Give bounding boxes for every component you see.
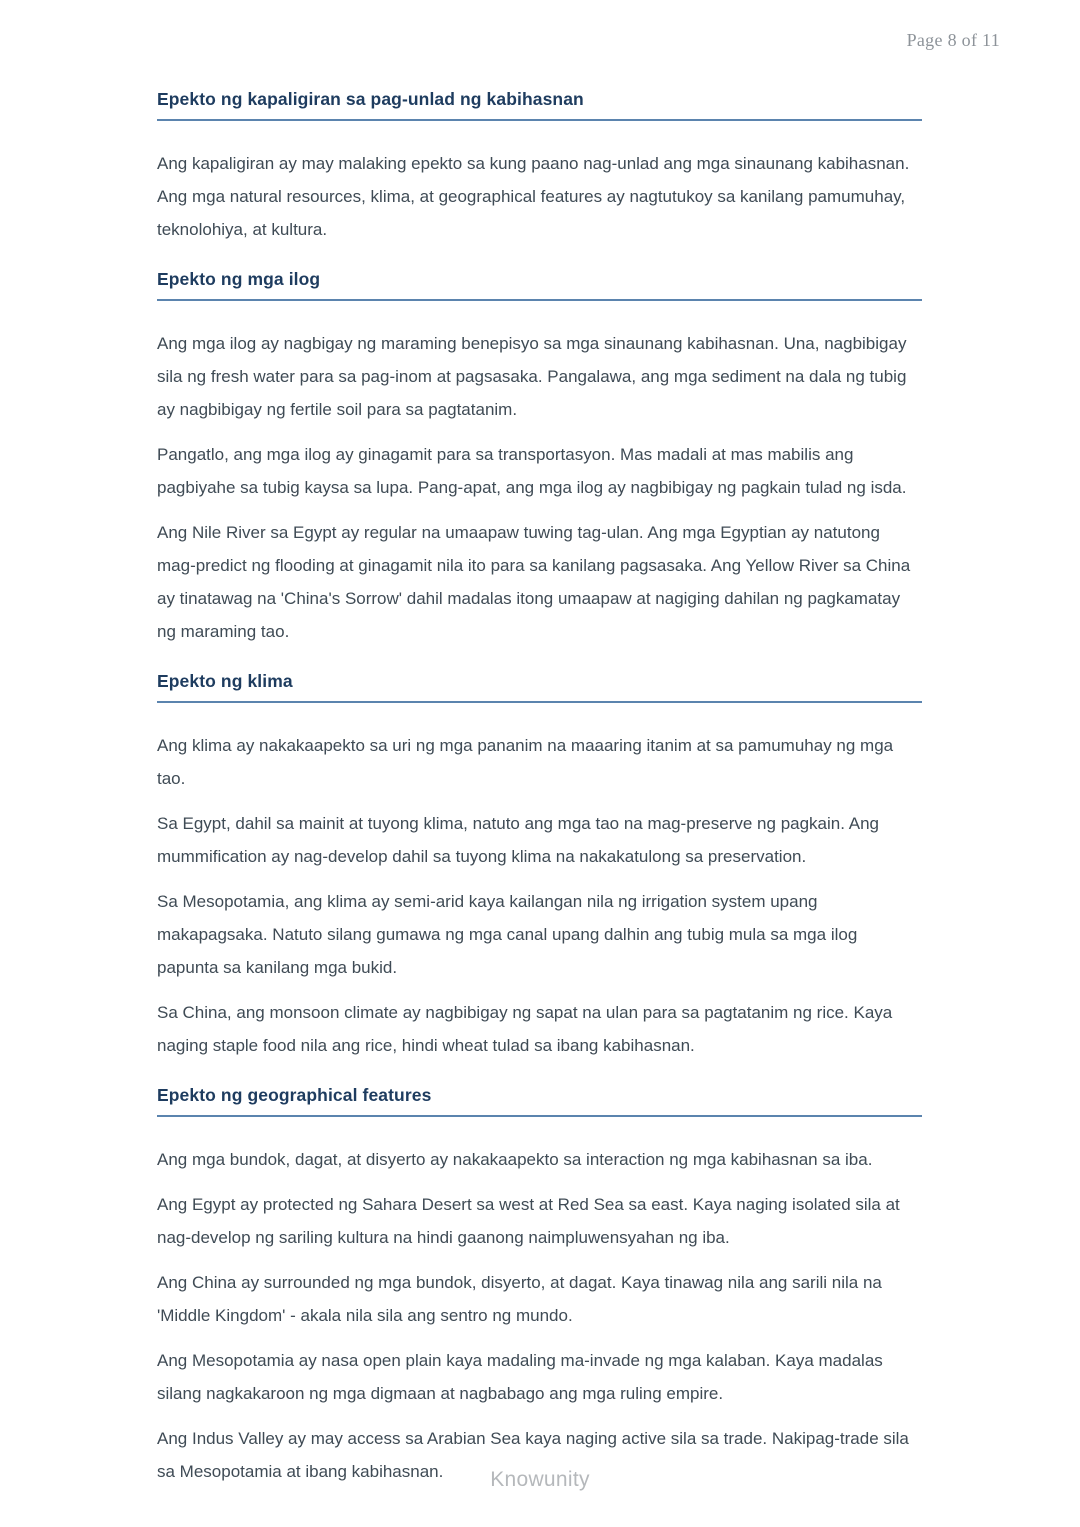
footer-brand: Knowunity — [490, 1468, 590, 1491]
paragraph: Ang China ay surrounded ng mga bundok, disyerto, at dagat. Kaya tinawag nila ang sarili nila na 'Middle Kingdom' - akala nila sila ang sentro ng mundo. — [157, 1273, 882, 1325]
section-heading: Epekto ng kapaligiran sa pag-unlad ng kabihasnan — [157, 88, 922, 121]
paragraph: Sa Mesopotamia, ang klima ay semi-arid kaya kailangan nila ng irrigation system upang makapagsaka. Natuto silang gumawa ng mga canal upang dalhin ang tubig mula sa mga ilog papunta sa kanilang mga bukid. — [157, 892, 858, 977]
paragraph: Ang Indus Valley ay may access sa Arabian Sea kaya naging active sila sa trade. Nakipag-trade sila sa Mesopotamia at ibang kabihasnan. — [157, 1429, 909, 1481]
paragraph: Ang kapaligiran ay may malaking epekto sa kung paano nag-unlad ang mga sinaunang kabihasnan. Ang mga natural resources, klima, at geographical features ay nagtutukoy sa kanilang pamumuhay, teknolohiya, at kultura. — [157, 154, 910, 239]
paragraph: Ang mga bundok, dagat, at disyerto ay nakakaapekto sa interaction ng mga kabihasnan sa iba. — [157, 1150, 873, 1169]
paragraph: Ang klima ay nakakaapekto sa uri ng mga pananim na maaaring itanim at sa pamumuhay ng mga tao. — [157, 736, 894, 788]
section-heading: Epekto ng mga ilog — [157, 268, 922, 301]
paragraph: Sa China, ang monsoon climate ay nagbibigay ng sapat na ulan para sa pagtatanim ng rice. Kaya naging staple food nila ang rice, hindi wheat tulad sa ibang kabihasnan. — [157, 1003, 893, 1055]
paragraph: Ang Nile River sa Egypt ay regular na umaapaw tuwing tag-ulan. Ang mga Egyptian ay natutong mag-predict ng flooding at ginagamit nila ito para sa kanilang pagsasaka. Ang Yellow River sa China ay tinatawag na 'China's Sorrow' dahil madalas itong umaapaw at nagiging dahilan ng pagkamatay ng maraming tao. — [157, 523, 911, 641]
section-epekto-ng-klima — [157, 670, 922, 1062]
paragraph: Sa Egypt, dahil sa mainit at tuyong klima, natuto ang mga tao na mag-preserve ng pagkain. Ang mummification ay nag-develop dahil sa tuyong klima na nakakatulong sa preservation. — [157, 814, 879, 866]
section-heading: Epekto ng klima — [157, 670, 922, 703]
document-body — [157, 88, 922, 1488]
section-heading: Epekto ng geographical features — [157, 1084, 922, 1117]
paragraph: Ang Mesopotamia ay nasa open plain kaya madaling ma-invade ng mga kalaban. Kaya madalas silang nagkakaroon ng mga digmaan at nagbabago ang mga ruling empire. — [157, 1351, 883, 1403]
paragraph: Pangatlo, ang mga ilog ay ginagamit para sa transportasyon. Mas madali at mas mabilis ang pagbiyahe sa tubig kaysa sa lupa. Pang-apat, ang mga ilog ay nagbibigay ng pagkain tulad ng isda. — [157, 445, 907, 497]
paragraph: Ang Egypt ay protected ng Sahara Desert sa west at Red Sea sa east. Kaya naging isolated sila at nag-develop ng sariling kultura na hindi gaanong naimpluwensyahan ng iba. — [157, 1195, 900, 1247]
section-epekto-ng-kapaligiran — [157, 88, 922, 246]
section-epekto-ng-mga-ilog — [157, 268, 922, 648]
section-epekto-ng-geographical-features — [157, 1084, 922, 1488]
page-number: Page 8 of 11 — [906, 30, 1000, 50]
paragraph: Ang mga ilog ay nagbigay ng maraming benepisyo sa mga sinaunang kabihasnan. Una, nagbibigay sila ng fresh water para sa pag-inom at pagsasaka. Pangalawa, ang mga sediment na dala ng tubig ay nagbibigay ng fertile soil para sa pagtatanim. — [157, 334, 907, 419]
